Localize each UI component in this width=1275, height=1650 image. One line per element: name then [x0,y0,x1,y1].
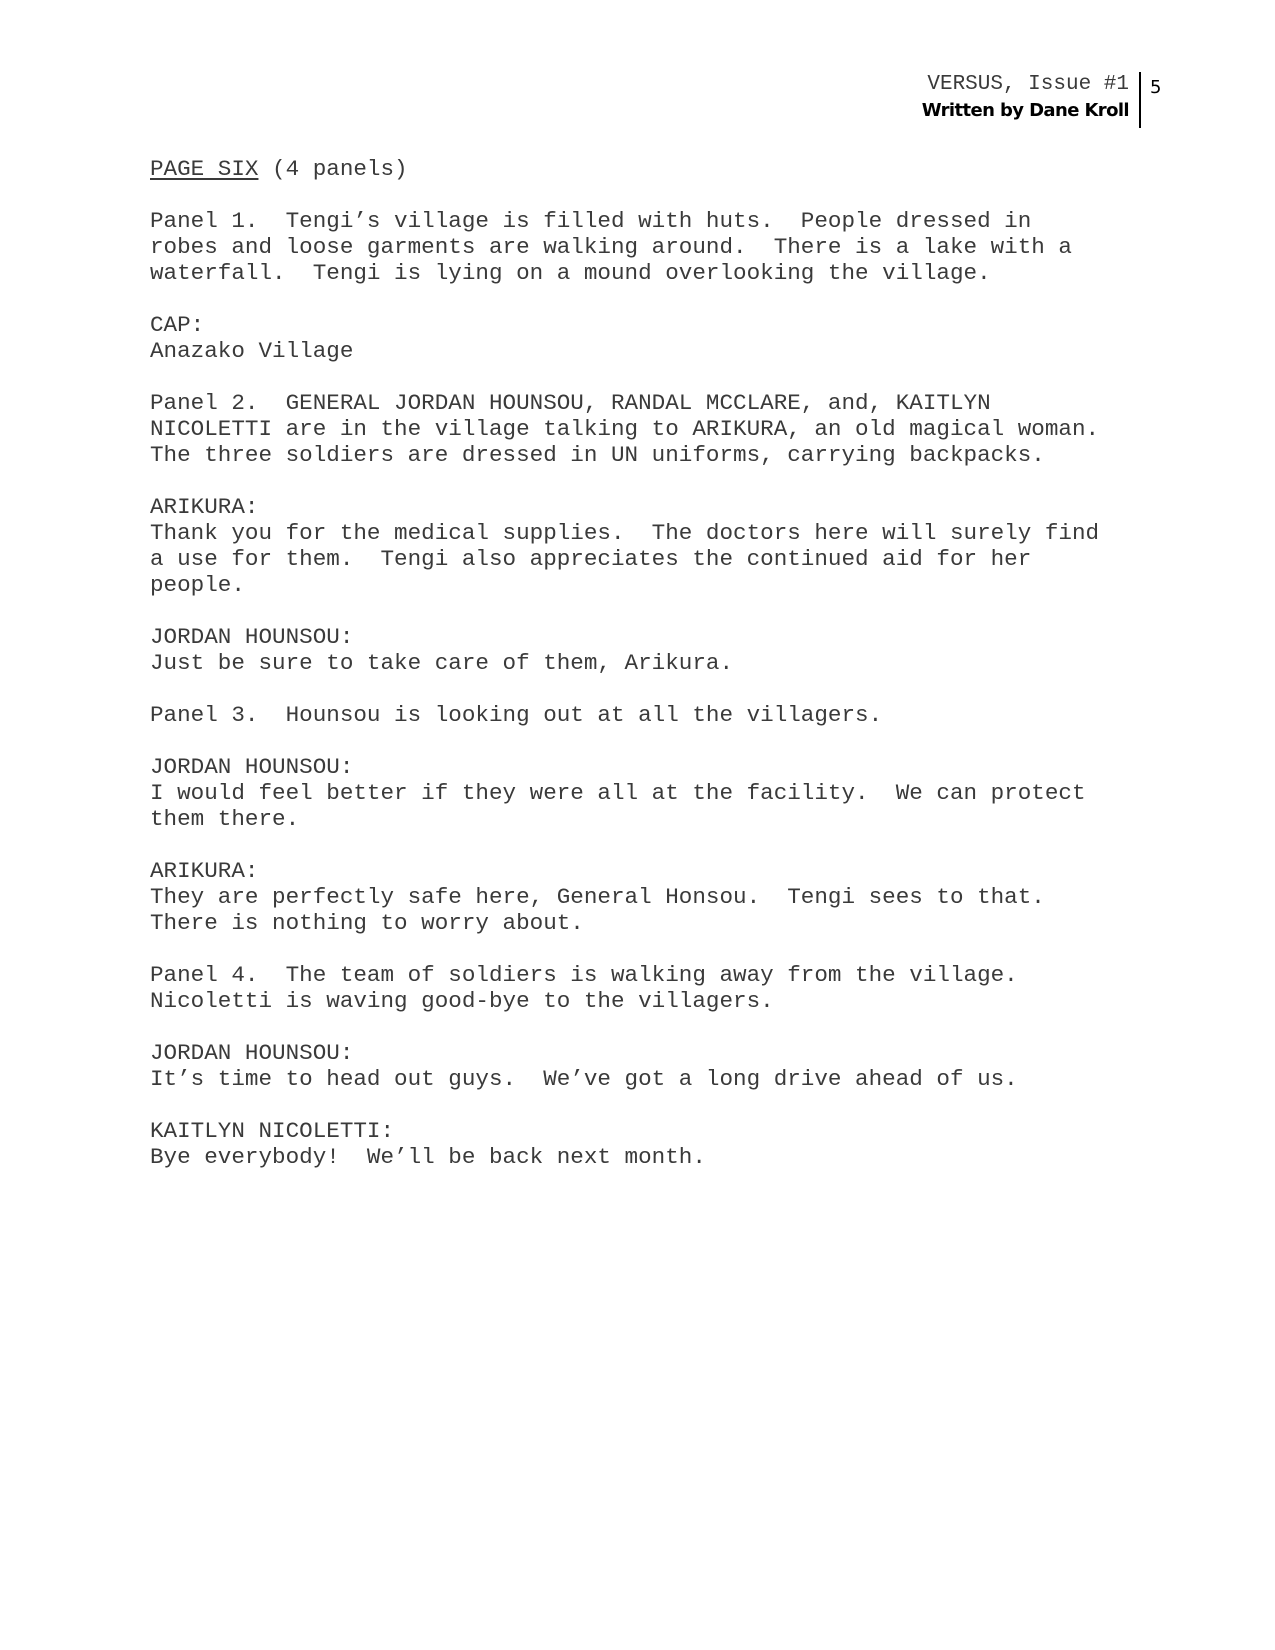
dialogue-speaker: JORDAN HOUNSOU: [150,754,354,780]
panel-line: The three soldiers are dressed in UN uniforms, carrying backpacks. [150,442,1045,468]
dialogue-block [150,1118,1150,1170]
dialogue-line: It’s time to head out guys. We’ve got a long drive ahead of us. [150,1066,1018,1092]
dialogue-line: Thank you for the medical supplies. The doctors here will surely find [150,520,1100,546]
script-body [150,156,1150,1196]
panel-line: Panel 3. Hounsou is looking out at all the villagers. [150,702,883,728]
author-credit: Written by Dane Kroll [921,100,1129,121]
panel-description-1 [150,208,1150,286]
dialogue-speaker: ARIKURA: [150,858,259,884]
panel-count: (4 panels) [258,156,408,182]
panel-line: Panel 1. Tengi’s village is filled with huts. People dressed in [150,208,1032,234]
panel-line: robes and loose garments are walking around. There is a lake with a [150,234,1072,260]
dialogue-line: Just be sure to take care of them, Arikura. [150,650,734,676]
caption-block [150,312,1150,364]
dialogue-block [150,494,1150,598]
dialogue-line: Bye everybody! We’ll be back next month. [150,1144,706,1170]
page-number: 5 [1150,77,1162,98]
dialogue-block [150,624,1150,676]
page-heading [150,156,1150,182]
dialogue-speaker: ARIKURA: [150,494,259,520]
panel-line: Panel 2. GENERAL JORDAN HOUNSOU, RANDAL MCCLARE, and, KAITLYN [150,390,991,416]
panel-description-3 [150,702,1150,728]
dialogue-block [150,1040,1150,1092]
dialogue-line: people. [150,572,245,598]
panel-line: Nicoletti is waving good-bye to the villagers. [150,988,774,1014]
caption-text: Anazako Village [150,338,354,364]
panel-description-2 [150,390,1150,468]
page-heading-label: PAGE SIX [150,156,259,182]
dialogue-speaker: KAITLYN NICOLETTI: [150,1118,395,1144]
dialogue-speaker: JORDAN HOUNSOU: [150,1040,354,1066]
dialogue-line: They are perfectly safe here, General Honsou. Tengi sees to that. [150,884,1045,910]
document-title: VERSUS, Issue #1 [927,73,1129,96]
dialogue-line: There is nothing to worry about. [150,910,584,936]
panel-line: Panel 4. The team of soldiers is walking away from the village. [150,962,1018,988]
panel-line: NICOLETTI are in the village talking to ARIKURA, an old magical woman. [150,416,1100,442]
dialogue-line: I would feel better if they were all at the facility. We can protect [150,780,1086,806]
dialogue-block [150,858,1150,936]
caption-speaker: CAP: [150,312,205,338]
dialogue-line: a use for them. Tengi also appreciates the continued aid for her [150,546,1032,572]
dialogue-block [150,754,1150,832]
dialogue-line: them there. [150,806,300,832]
panel-description-4 [150,962,1150,1014]
dialogue-speaker: JORDAN HOUNSOU: [150,624,354,650]
page-header [922,72,1141,128]
panel-line: waterfall. Tengi is lying on a mound overlooking the village. [150,260,991,286]
